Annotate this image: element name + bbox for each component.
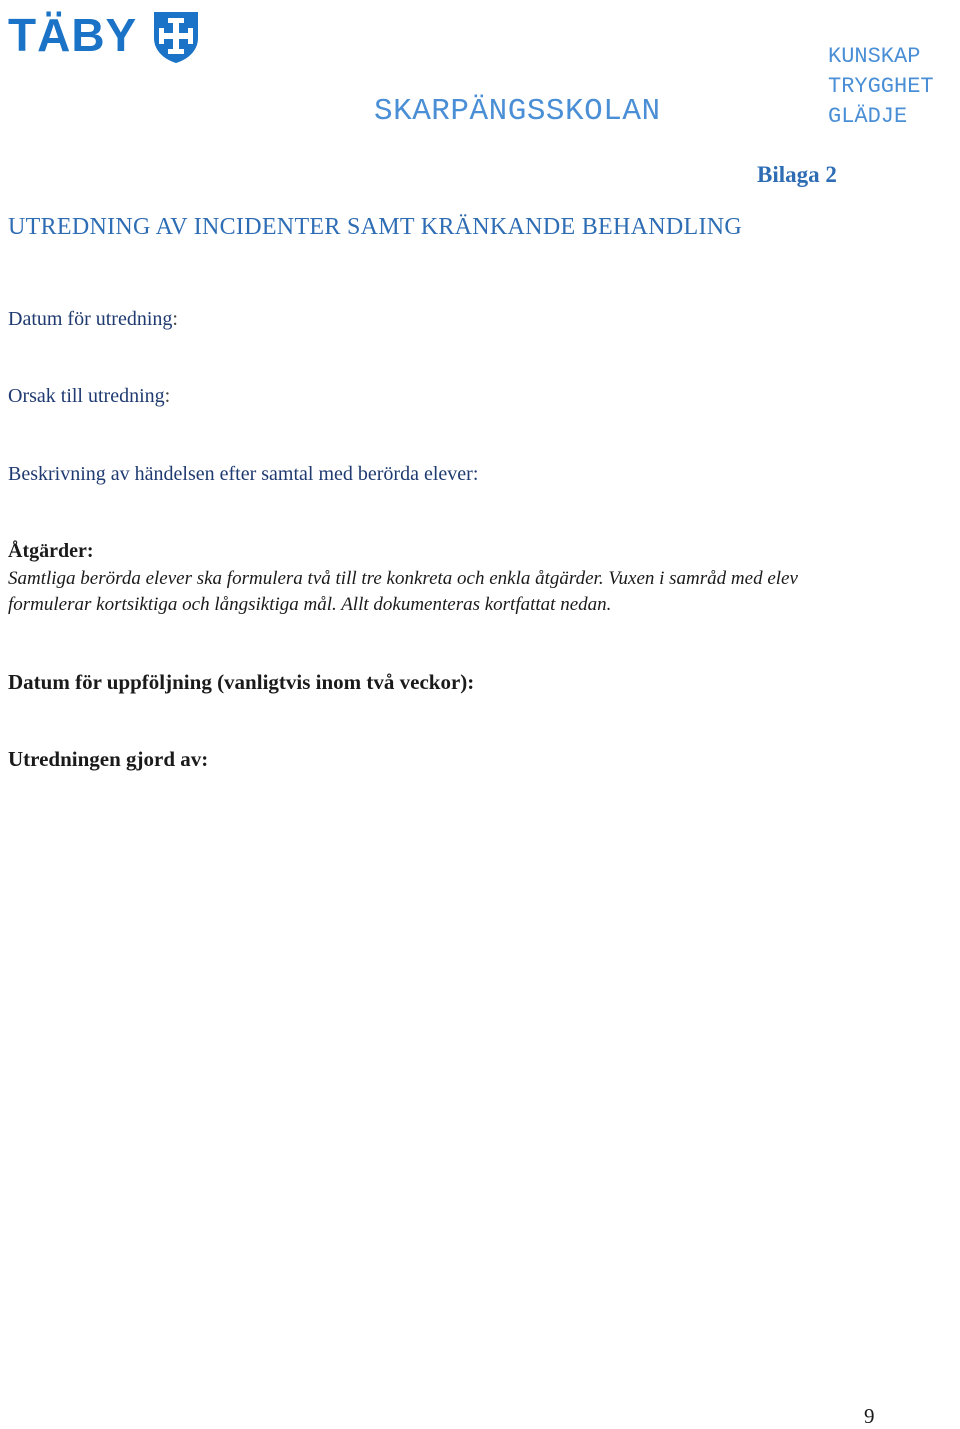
investigated-by-label: Utredningen gjord av: [8,747,209,771]
investigation-reason-field [8,385,170,408]
school-name: SKARPÄNGSSKOLAN [374,94,661,129]
label-colon: : [172,308,178,330]
motto-line: KUNSKAP [828,44,921,69]
appendix-label: Bilaga 2 [757,162,837,187]
followup-date-label: Datum för uppföljning (vanligtvis inom två veckor): [8,670,475,694]
label-colon: : [164,385,171,407]
investigation-reason-label: Orsak till utredning [8,385,165,407]
document-title: UTREDNING AV INCIDENTER SAMT KRÄNKANDE BEHANDLING [8,214,743,240]
school-motto [828,42,934,132]
shield-cross-icon [152,10,200,64]
incident-description-label: Beskrivning av händelsen efter samtal med berörda elever: [8,463,479,485]
actions-instructions: Samtliga berörda elever ska formulera två till tre konkreta och enkla åtgärder. Vuxen i samråd med elev formulerar kortsiktiga och långsiktiga mål. Allt dokumenteras kortfattat nedan. [8,568,798,615]
investigation-date-label: Datum för utredning [8,308,173,330]
taby-logo [8,8,208,68]
page-number: 9 [864,1404,875,1428]
investigation-date-field [8,308,178,331]
motto-line: GLÄDJE [828,104,908,129]
motto-line: TRYGGHET [828,74,934,99]
logo-wordmark: TÄBY [8,9,138,61]
actions-heading: Åtgärder: [8,540,94,562]
